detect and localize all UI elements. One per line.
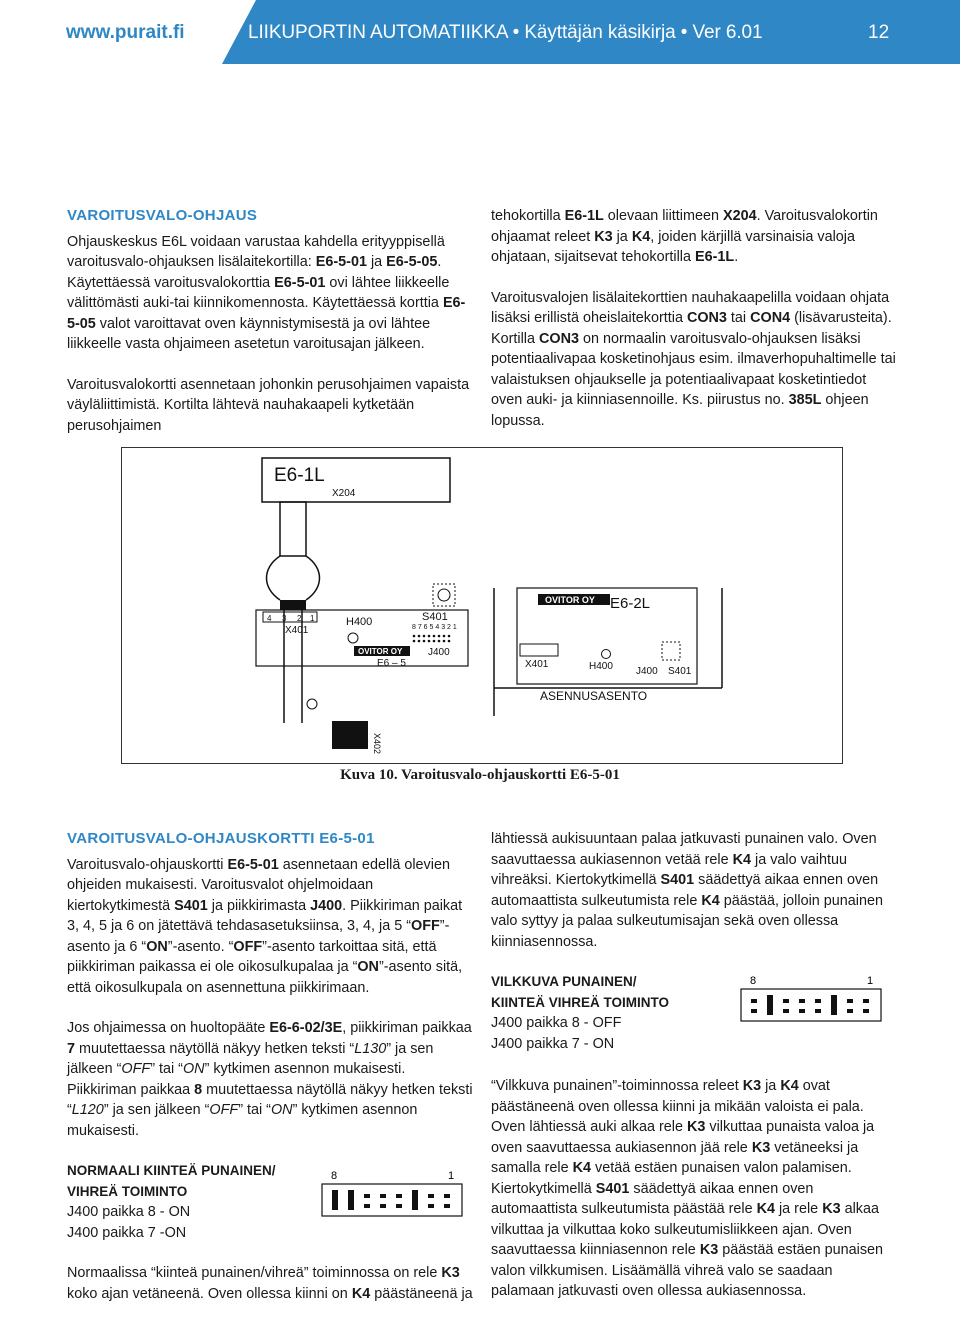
board-e6-1l-label: E6-1L: [274, 465, 325, 486]
ribbon-fold-right: [306, 556, 320, 600]
jumper-diagram-normal: [318, 1168, 468, 1218]
jumper-normal-pos4-pin-top: [396, 1194, 402, 1198]
h400-label: H400: [346, 616, 373, 628]
jumper-normal-pos8: [332, 1190, 338, 1210]
jumper-blink-pos6-pin-bottom: [783, 1009, 789, 1013]
jumper-blink-pos7: [767, 995, 773, 1015]
section1-heading: VAROITUSVALO-OHJAUS: [67, 207, 258, 224]
jumper-blink-pos5-pin-top: [799, 999, 805, 1003]
jumper-normal-pos7: [348, 1190, 354, 1210]
jumper-blink-pos4-pin-bottom: [815, 1009, 821, 1013]
ovitor-logo-text-e65: OVITOR OY: [358, 647, 403, 656]
section1-paragraph-2: Varoitusvalokortti asennetaan johonkin perusohjaimen vapaista väyläliittimistä. Kortilta lähtevä nauhakaapeli kytketään perusohjaimen: [67, 376, 470, 434]
board-e65-label: E6 – 5: [377, 658, 406, 669]
section2-paragraph-r1: lähtiessä aukisuuntaan palaa jatkuvasti punainen valo. Oven saavuttaessa aukiasennon vetää rele K4 ja valo vaihtuu vihreäksi. Kiertokytkimellä S401 säädettyä aikaa ennen oven automaattista sulkeutumista rele K4 päästää, jolloin punainen valo syttyy ja palaa sulkeutumisajan sekä oven ollessa kiinniasennossa.: [491, 831, 884, 950]
j400-b-label: J400: [636, 666, 658, 677]
jumper-blink-pos1-pin-bottom: [863, 1009, 869, 1013]
rotary-switch-s401-b: [662, 642, 680, 660]
x402-label: X402: [372, 733, 382, 755]
mounting-hole: [307, 699, 317, 709]
jumper-blink-pos8-pin-top: [751, 999, 757, 1003]
jumper-blink-pos4-pin-top: [815, 999, 821, 1003]
s401-b-label: S401: [668, 666, 692, 677]
section2-paragraph-2: Jos ohjaimessa on huoltopääte E6-6-02/3E, piikkiriman paikkaa 7 muutettaessa näytöllä näkyy hetken teksti “L130” ja sen jälkeen “OFF” tai “ON” kytkimen asennon mukaisesti. Piikkiriman paikkaa 8 muutettaessa näytöllä näkyy hetken teksti “L120” ja sen jälkeen “OFF” tai “ON” kytkimen asennon mukaisesti.: [67, 1020, 473, 1139]
pin-header-j400: [413, 635, 451, 643]
led-h400: [348, 633, 358, 643]
jumper-normal-label-8: 8: [331, 1170, 338, 1182]
ovitor-logo-text-e62: OVITOR OY: [545, 595, 595, 605]
section2-paragraph-r2: “Vilkkuva punainen”-toiminnossa releet K3 ja K4 ovat päästäneenä oven ollessa kiinni ja mikään valoista ei pala. Oven lähtiessä auki alkaa rele K3 vilkuttaa punaista valoa ja oven saavuttaessa aukiasennon jää rele K3 vetäneeksi ja samalla rele K4 vetää estäen punaisen valon palamisen. Kiertokytkimellä S401 säädettyä aikaa ennen oven automaattista sulkeutumista päästää rele K4 ja rele K3 alkaa vilkuttaa ja vilkuttaa koko sulkeutumisliikkeen ajan. Oven saavuttaessa kiinniasennon rele K3 päästää estäen punaisen valon vilkkumisen. Lisäämällä vihreä valo se saadaan palamaan jatkuvasti oven ollessa aukiasennossa.: [491, 1078, 884, 1299]
ribbon-connector: [280, 600, 306, 610]
jumper-blink-frame: [741, 989, 881, 1021]
header-title: LIIKUPORTIN AUTOMATIIKKA • Käyttäjän käsikirja • Ver 6.01: [248, 22, 763, 43]
pin-2: 2: [297, 614, 302, 623]
mount-position-label: ASENNUSASENTO: [540, 689, 648, 703]
j400-label: J400: [428, 647, 450, 658]
x401-b-label: X401: [525, 659, 549, 670]
subsection-normal-j400-8: J400 paikka 8 - ON: [67, 1204, 191, 1220]
jumper-blink-label-8: 8: [750, 975, 757, 987]
section2-right-column: [491, 829, 896, 1322]
subsection-normal-j400-7: J400 paikka 7 -ON: [67, 1224, 187, 1241]
section2-paragraph-1: Varoitusvalo-ohjauskortti E6-5-01 asennetaan edellä olevien ohjeiden mukaisesti. Varoitusvalot ohjelmoidaan kiertokytkimestä S401 ja piikkirimasta J400. Piikkiriman paikat 3, 4, 5 ja 6 on jätettävä tehdasasetuksiinsa, 3, 4, ja 5 “OFF”-asento ja 6 “ON”-asento. “OFF”-asento tarkoittaa sitä, että piikkiriman paikassa ei ole oikosulkupalaa ja “ON”-asento sitä, että oikosulkupala on asennettuna piikkirimaan.: [67, 856, 463, 996]
figure-frame: [121, 447, 843, 764]
jumper-blink-pos5-pin-bottom: [799, 1009, 805, 1013]
jumper-normal-pos2-pin-bottom: [428, 1204, 434, 1208]
jumper-blink-pos1-pin-top: [863, 999, 869, 1003]
pin-4: 4: [267, 614, 272, 623]
section1-left-column: [67, 206, 475, 456]
ribbon-cable-top: [280, 502, 306, 556]
header-url[interactable]: www.purait.fi: [66, 22, 185, 43]
s401-label: S401: [422, 611, 448, 623]
subsection-normal-title-2: VIHREÄ TOIMINTO: [67, 1183, 188, 1199]
section1-paragraph-4: Varoitusvalojen lisälaitekorttien nauhakaapelilla voidaan ohjata lisäksi erillistä oheislaitekorttia CON3 tai CON4 (lisävarusteita). Kortilla CON3 on normaalin varoitusvalo-ohjauksen lisäksi potentiaalivapaa kosketinohjaus esim. ilmaverhopuhaltimelle tai valaistuksen ohjaukselle ja potentiaalivapaat kosketintiedot oven auki- ja kiinniasennoille. Ks. piirustus no. 385L ohjeen lopussa.: [491, 289, 896, 429]
pin-3: 3: [282, 614, 287, 623]
connector-x401-b: [520, 644, 558, 656]
section1-paragraph-3: tehokortilla E6-1L olevaan liittimeen X204. Varoitusvalokortin ohjaamat releet K3 ja K4, joiden kärjillä varsinaisia valoja ohjataan, sijaitsevat tehokortilla E6-1L.: [491, 208, 878, 265]
jumper-blink-pos3: [831, 995, 837, 1015]
rotary-switch-s401: [433, 584, 455, 606]
jumper-normal-pos6-pin-top: [364, 1194, 370, 1198]
x401-label: X401: [285, 625, 309, 636]
connector-x204-label: X204: [332, 488, 356, 499]
section1-paragraph-1: Ohjauskeskus E6L voidaan varustaa kahdella erityyppisellä varoitusvalo-ohjauksen lisälaitekortilla: E6-5-01 ja E6-5-05. Käytettäessä varoitusvalokorttia E6-5-01 ovi lähtee liikkeelle välittömästi auki-tai kiinnikomennosta. Käytettäessä korttia E6-5-05 valot varoittavat oven käynnistymisestä ja ovi lähtee liikkeelle vasta ohjaimeen asetetun varoitusajan jälkeen.: [67, 233, 466, 352]
section2-paragraph-3: Normaalissa “kiinteä punainen/vihreä” toiminnossa on rele K3 koko ajan vetäneenä. Oven ollessa kiinni on K4 päästäneenä ja: [67, 1265, 473, 1302]
board-e62-label: E6-2L: [610, 595, 651, 612]
led-h400-b: [602, 650, 611, 659]
circuit-diagram: [122, 448, 842, 763]
section2-left-column: [67, 829, 475, 1324]
subsection-blink-title-2: KIINTEÄ VIHREÄ TOIMINTO: [491, 994, 670, 1010]
jumper-normal-pos1-pin-top: [444, 1194, 450, 1198]
jumper-blink-pos8-pin-bottom: [751, 1009, 757, 1013]
jumper-normal-pos5-pin-top: [380, 1194, 386, 1198]
subsection-blink-j400-8: J400 paikka 8 - OFF: [491, 1015, 622, 1031]
rotary-dial: [438, 589, 450, 601]
jumper-normal-pos3: [412, 1190, 418, 1210]
pin-1: 1: [310, 614, 315, 623]
subsection-blink-j400-7: J400 paikka 7 - ON: [491, 1035, 615, 1052]
section1-right-column: [491, 206, 896, 451]
subsection-blink-title-1: VILKKUVA PUNAINEN/: [491, 974, 637, 989]
h400-b-label: H400: [589, 661, 613, 672]
figure-caption: Kuva 10. Varoitusvalo-ohjauskortti E6-5-01: [340, 767, 620, 783]
jumper-blink-pos2-pin-bottom: [847, 1009, 853, 1013]
subsection-normal-title-1: NORMAALI KIINTEÄ PUNAINEN/: [67, 1163, 276, 1178]
jumper-normal-pos1-pin-bottom: [444, 1204, 450, 1208]
jumper-blink-pos2-pin-top: [847, 999, 853, 1003]
jumper-normal-pos4-pin-bottom: [396, 1204, 402, 1208]
section2-heading: VAROITUSVALO-OHJAUSKORTTI E6-5-01: [67, 830, 375, 847]
s401-pins-label: 8 7 6 5 4 3 2 1: [412, 624, 457, 631]
jumper-normal-pos2-pin-top: [428, 1194, 434, 1198]
jumper-normal-frame: [322, 1184, 462, 1216]
connector-x402: [332, 721, 368, 749]
jumper-normal-label-1: 1: [448, 1170, 455, 1182]
ribbon-fold-left: [267, 556, 281, 600]
page-number: 12: [868, 22, 890, 43]
jumper-diagram-blink: [737, 973, 887, 1023]
jumper-blink-label-1: 1: [867, 975, 874, 987]
jumper-blink-pos6-pin-top: [783, 999, 789, 1003]
jumper-normal-pos6-pin-bottom: [364, 1204, 370, 1208]
jumper-normal-pos5-pin-bottom: [380, 1204, 386, 1208]
